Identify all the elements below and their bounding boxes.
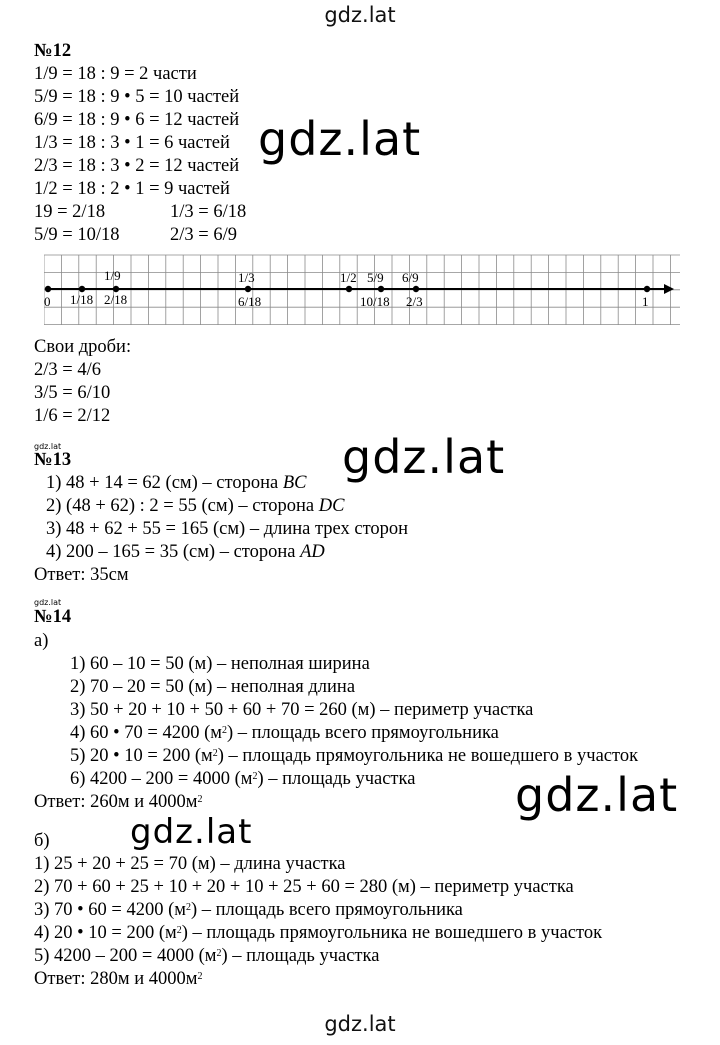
task12-line-6: 1/2 = 18 : 2 • 1 = 9 частей xyxy=(34,179,230,199)
task14-a-line-6: 6) 4200 – 200 = 4000 $(м^2)$ – площадь участка xyxy=(70,769,416,789)
number-line-point xyxy=(413,286,419,292)
nl-top-label-1-2: 1/2 xyxy=(340,270,357,285)
number-line-point xyxy=(45,286,51,292)
task12-title: №12 xyxy=(34,41,72,61)
task14-a-line-3: 3) 50 + 20 + 10 + 50 + 60 + 70 = 260 (м) – периметр участка xyxy=(70,700,534,720)
own-fractions-title: Свои дроби: xyxy=(34,337,132,357)
task12-eq-2-right: 2/3 = 6/9 xyxy=(170,225,237,245)
own-fraction-3: 1/6 = 2/12 xyxy=(34,406,111,426)
own-fraction-1: 2/3 = 4/6 xyxy=(34,360,101,380)
nl-bottom-label-10-18: 10/18 xyxy=(360,294,390,309)
task12-eq-2-left: 5/9 = 10/18 xyxy=(34,225,120,245)
task12-line-3: 6/9 = 18 : 9 • 6 = 12 частей xyxy=(34,110,240,130)
task13-line-2: 2) (48 + 62) : 2 = 55 (см) – сторона DC xyxy=(46,496,345,516)
task12-line-1: 1/9 = 18 : 9 = 2 части xyxy=(34,64,197,84)
nl-bottom-label-6-18: 6/18 xyxy=(238,294,262,309)
nl-bottom-label-1: 1 xyxy=(642,294,649,309)
watermark-small-1: gdz.lat xyxy=(34,442,62,451)
task12-line-2: 5/9 = 18 : 9 • 5 = 10 частей xyxy=(34,87,240,107)
task12-eq-1-right: 1/3 = 6/18 xyxy=(170,202,247,222)
task14-a-line-5: 5) 20 • 10 = 200 $(м^2)$ – площадь прямоугольника не вошедшего в участок xyxy=(70,746,639,766)
task13-title: №13 xyxy=(34,450,72,470)
task14-b-answer: Ответ: 280м и $4000м^2$ xyxy=(34,969,203,989)
nl-bottom-label-1-18: 1/18 xyxy=(70,292,94,307)
task14-part-b: б) xyxy=(34,831,50,851)
watermark-large-2: gdz.lat xyxy=(342,430,506,484)
nl-top-label-1-3: 1/3 xyxy=(238,270,255,285)
task14-a-answer: Ответ: 260м и $4000м^2$ xyxy=(34,792,203,812)
task13-line-4: 4) 200 – 165 = 35 (см) – сторона AD xyxy=(46,542,325,562)
number-line-point xyxy=(245,286,251,292)
number-line-arrow-icon xyxy=(664,284,674,294)
task14-a-line-4: 4) 60 • 70 = 4200 $(м^2)$ – площадь всего прямоугольника xyxy=(70,723,499,743)
number-line-figure xyxy=(44,253,684,329)
watermark-top: gdz.lat xyxy=(324,3,396,27)
watermark-large-1: gdz.lat xyxy=(258,112,422,166)
task14-title: №14 xyxy=(34,607,72,627)
number-line-point xyxy=(346,286,352,292)
watermark-bottom: gdz.lat xyxy=(324,1012,396,1036)
nl-bottom-label-2-18: 2/18 xyxy=(104,292,128,307)
task12-line-5: 2/3 = 18 : 3 • 2 = 12 частей xyxy=(34,156,240,176)
task14-b-line-3: 3) 70 • 60 = 4200 $(м^2)$ – площадь всего прямоугольника xyxy=(34,900,463,920)
number-line-point xyxy=(378,286,384,292)
nl-bottom-label-0: 0 xyxy=(44,294,51,309)
task13-answer: Ответ: 35см xyxy=(34,565,129,585)
nl-top-label-5-9: 5/9 xyxy=(367,270,384,285)
number-line-point xyxy=(644,286,650,292)
nl-top-label-6-9: 6/9 xyxy=(402,270,419,285)
task12-eq-1-left: 19 = 2/18 xyxy=(34,202,106,222)
task13-line-3: 3) 48 + 62 + 55 = 165 (см) – длина трех сторон xyxy=(46,519,409,539)
task13-line-1: 1) 48 + 14 = 62 (см) – сторона BC xyxy=(46,473,307,493)
watermark-small-2: gdz.lat xyxy=(34,598,62,607)
task14-part-a: а) xyxy=(34,631,49,651)
task14-b-line-2: 2) 70 + 60 + 25 + 10 + 20 + 10 + 25 + 60 = 280 (м) – периметр участка xyxy=(34,877,574,897)
task14-a-line-2: 2) 70 – 20 = 50 (м) – неполная длина xyxy=(70,677,356,697)
nl-bottom-label-2-3: 2/3 xyxy=(406,294,423,309)
nl-top-label-1-9: 1/9 xyxy=(104,268,121,283)
task14-b-line-5: 5) 4200 – 200 = 4000 $(м^2)$ – площадь участка xyxy=(34,946,380,966)
watermark-large-4: gdz.lat xyxy=(130,812,253,852)
own-fraction-2: 3/5 = 6/10 xyxy=(34,383,111,403)
watermark-large-3: gdz.lat xyxy=(515,768,679,822)
task14-b-line-1: 1) 25 + 20 + 25 = 70 (м) – длина участка xyxy=(34,854,346,874)
task12-line-4: 1/3 = 18 : 3 • 1 = 6 частей xyxy=(34,133,230,153)
task14-b-line-4: 4) 20 • 10 = 200 $(м^2)$ – площадь прямоугольника не вошедшего в участок xyxy=(34,923,603,943)
task14-a-line-1: 1) 60 – 10 = 50 (м) – неполная ширина xyxy=(70,654,370,674)
